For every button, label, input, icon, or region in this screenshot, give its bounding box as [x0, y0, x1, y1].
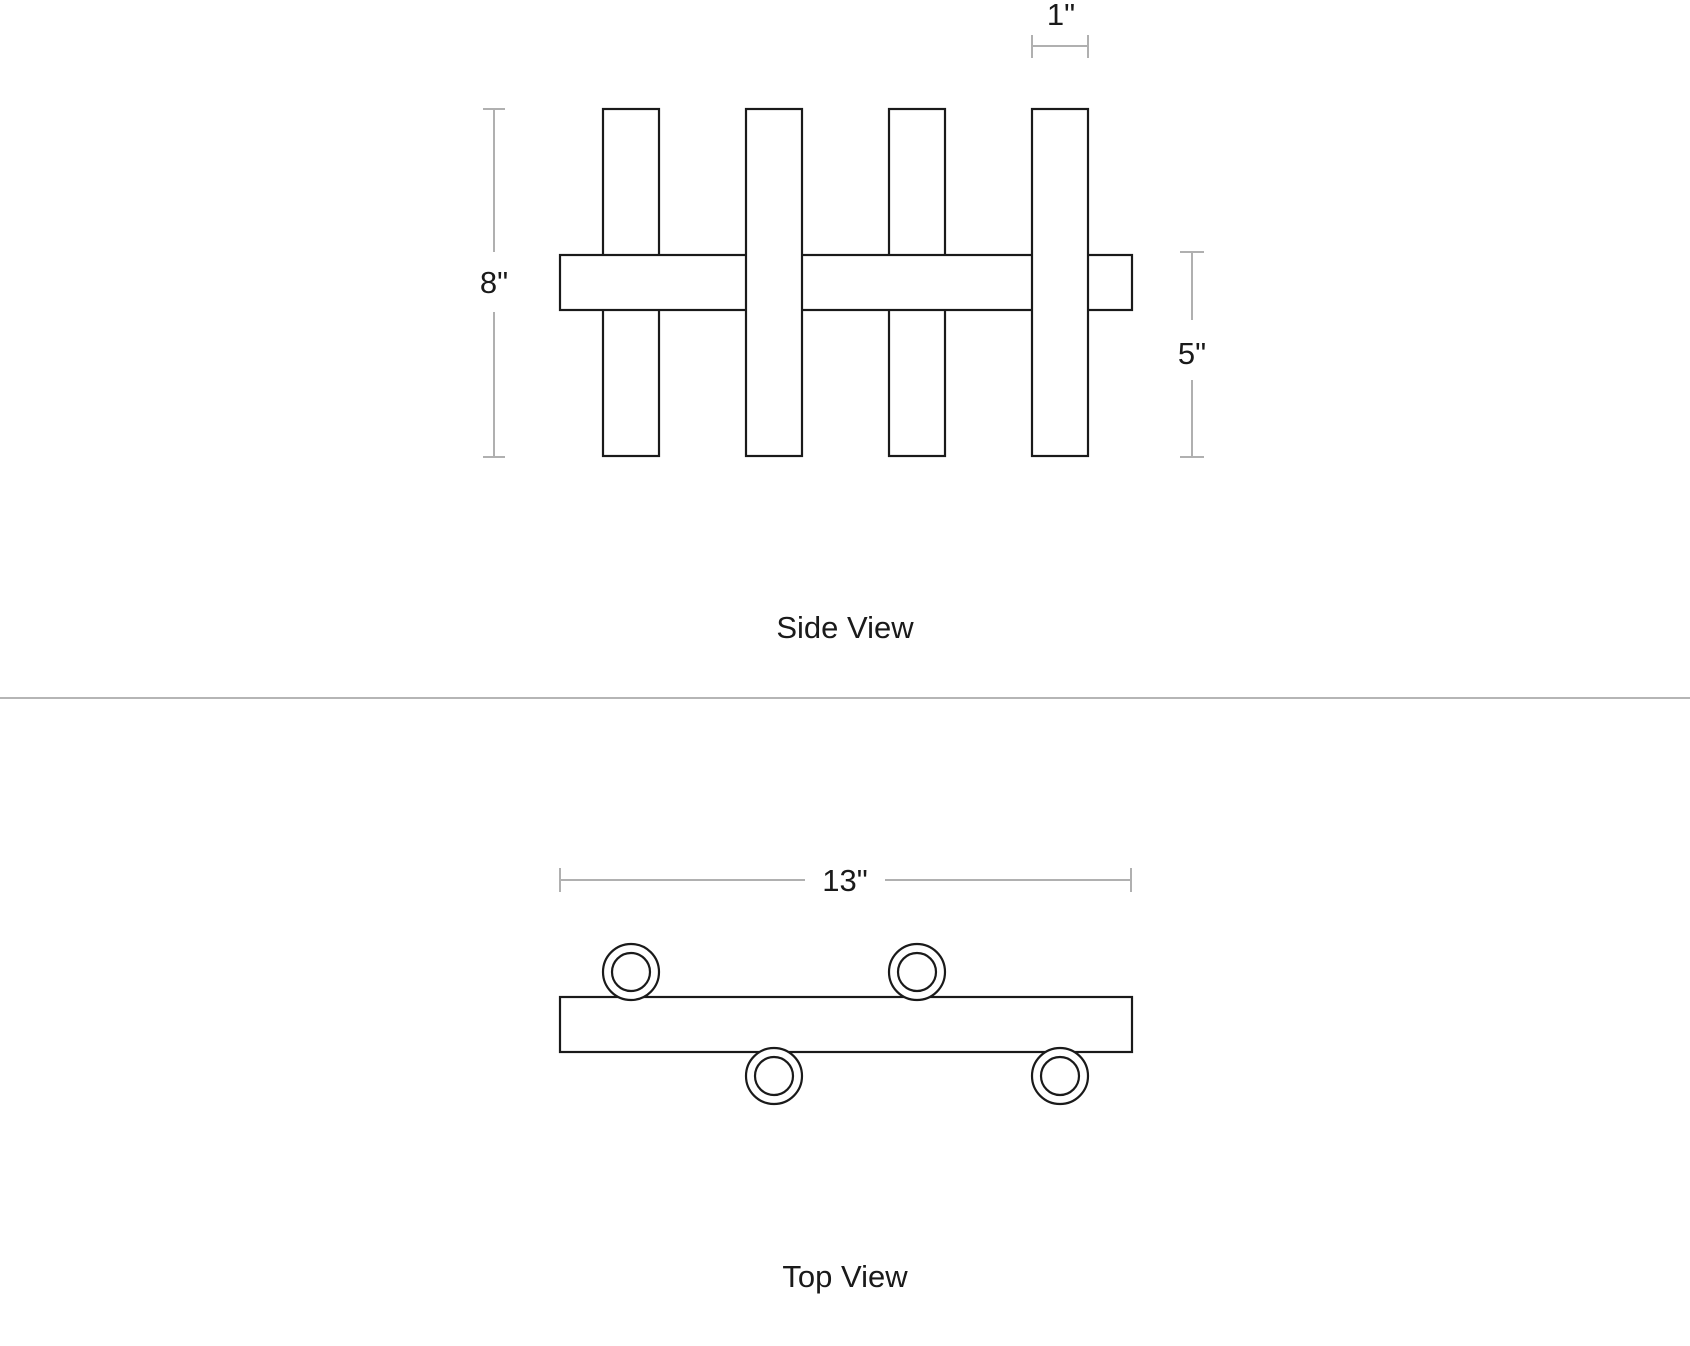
- side-view-title: Side View: [776, 610, 914, 645]
- side-rod-2: [746, 109, 802, 456]
- top-view: [560, 863, 1132, 1294]
- overall-height-dimension: [480, 109, 508, 457]
- arm-offset-dimension: [1178, 252, 1206, 457]
- arm-offset-label: 5": [1177, 336, 1207, 371]
- side-rod-4: [1032, 109, 1088, 456]
- overall-width-label: 13": [822, 863, 868, 898]
- top-rod-1: [603, 944, 659, 1000]
- top-rod-4: [1032, 1048, 1088, 1104]
- side-view: [480, 0, 1206, 645]
- overall-width-dimension: [560, 863, 1131, 898]
- top-rod-3: [889, 944, 945, 1000]
- top-horizontal-bar: [560, 997, 1132, 1052]
- top-rod-2: [746, 1048, 802, 1104]
- top-view-title: Top View: [782, 1259, 908, 1294]
- rod-diameter-dimension: [1032, 0, 1088, 58]
- rod-diameter-label: 1": [1046, 0, 1076, 32]
- overall-height-label: 8": [479, 265, 509, 300]
